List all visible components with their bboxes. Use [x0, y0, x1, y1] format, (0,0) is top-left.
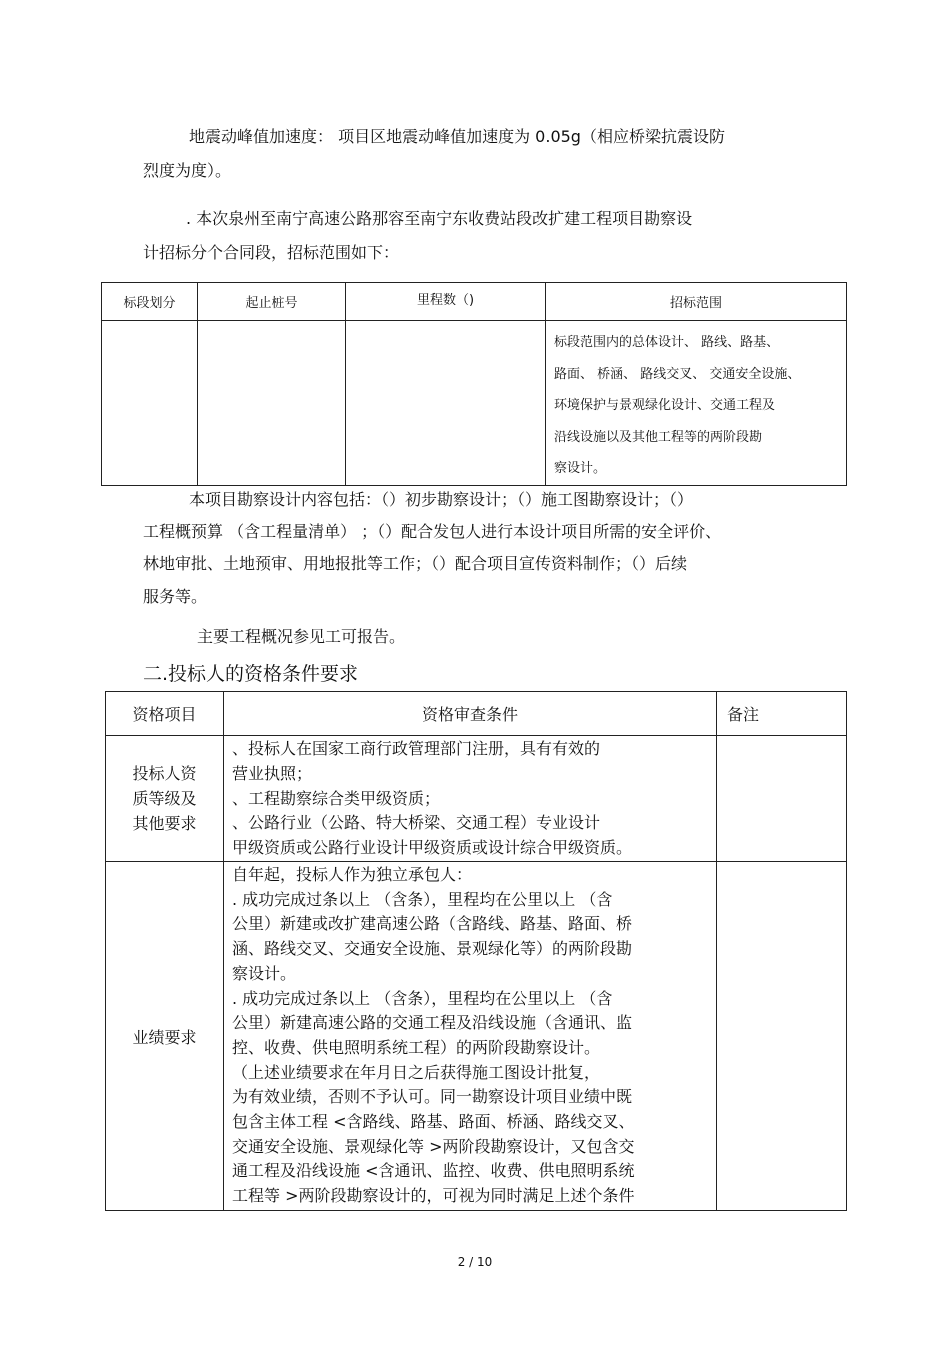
qual-item-cell: 业绩要求 [106, 862, 224, 1211]
content-line-3: 林地审批、土地预审、用地报批等工作；（）配合项目宣传资料制作；（）后续 [143, 554, 688, 573]
header-item: 资格项目 [106, 692, 224, 736]
page-number: 2 / 10 [457, 1255, 493, 1269]
cell-section [102, 321, 198, 486]
intro-line-2: 烈度为度）。 [143, 161, 232, 180]
intro-line-4: 计招标分个合同段，招标范围如下： [143, 243, 400, 262]
scope-line: 察设计。 [554, 461, 607, 476]
qual-note-cell [717, 862, 847, 1211]
qual-condition-cell [224, 862, 717, 1211]
item-line: 质等级及 [132, 789, 197, 808]
condition-line: 通工程及沿线设施 <含通讯、监控、收费、供电照明系统 [232, 1161, 635, 1181]
condition-line: 公里）新建或改扩建高速公路（含路线、路基、路面、桥 [232, 914, 633, 934]
condition-line: . 成功完成过条以上 （含条），里程均在公里以上 （含 [232, 988, 613, 1008]
cell-scope [546, 321, 847, 486]
intro-line-1: 地震动峰值加速度： 项目区地震动峰值加速度为 0.05g（相应桥梁抗震设防 [189, 127, 725, 146]
intro-line-3: . 本次泉州至南宁高速公路那容至南宁东收费站段改扩建工程项目勘察设 [186, 209, 693, 228]
scope-line: 沿线设施以及其他工程等的两阶段勘 [554, 429, 763, 445]
header-note: 备注 [717, 692, 847, 736]
condition-line: 察设计。 [232, 963, 297, 983]
qual-condition-cell [224, 736, 717, 862]
condition-line: 营业执照； [232, 763, 313, 783]
content-line-2: 工程概预算 （含工程量清单） ；（）配合发包人进行本设计项目所需的安全评价、 [143, 522, 722, 541]
condition-line: . 成功完成过条以上 （含条），里程均在公里以上 （含 [232, 889, 613, 909]
qualification-table [105, 691, 847, 1211]
scope-line: 标段范围内的总体设计、 路线、路基、 [554, 335, 780, 350]
header-condition: 资格审查条件 [224, 692, 717, 736]
item-line: 其他要求 [132, 814, 197, 833]
condition-line: 为有效业绩，否则不予认可。同一勘察设计项目业绩中既 [232, 1087, 633, 1107]
condition-line: 包含主体工程 <含路线、路基、路面、桥涵、路线交叉、 [232, 1112, 635, 1132]
condition-line: 甲级资质或公路行业设计甲级资质或设计综合甲级资质。 [232, 838, 633, 858]
qual-item-cell [106, 736, 224, 862]
condition-line: （上述业绩要求在年月日之后获得施工图设计批复， [232, 1062, 601, 1082]
condition-line: 自年起，投标人作为独立承包人： [232, 865, 473, 884]
bid-table-row [102, 321, 847, 486]
qual-table-header-row [106, 692, 847, 736]
condition-line: 控、收费、供电照明系统工程）的两阶段勘察设计。 [232, 1037, 601, 1057]
header-mileage: 里程数（) [346, 283, 546, 321]
condition-line: 、公路行业（公路、特大桥梁、交通工程）专业设计 [232, 813, 601, 833]
cell-stake [198, 321, 346, 486]
condition-line: 涵、路线交叉、交通安全设施、景观绿化等）的两阶段勘 [232, 939, 633, 959]
condition-line: 交通安全设施、景观绿化等 >两阶段勘察设计，又包含交 [232, 1136, 635, 1156]
content-line-4: 服务等。 [143, 587, 208, 606]
section-heading: 二.投标人的资格条件要求 [143, 663, 359, 685]
condition-line: 公里）新建高速公路的交通工程及沿线设施（含通讯、监 [232, 1013, 633, 1033]
header-section: 标段划分 [102, 283, 198, 321]
condition-line: 工程等 >两阶段勘察设计的，可视为同时满足上述个条件 [232, 1186, 635, 1206]
condition-line: 、工程勘察综合类甲级资质； [232, 788, 441, 808]
qual-note-cell [717, 736, 847, 862]
content-line-5: 主要工程概况参见工可报告。 [197, 627, 406, 646]
qual-row [106, 862, 847, 1211]
qual-row [106, 736, 847, 862]
item-line: 投标人资 [132, 764, 197, 783]
content-line-1: 本项目勘察设计内容包括：（）初步勘察设计；（）施工图勘察设计；（） [189, 490, 694, 509]
bid-table-header-row [102, 283, 847, 321]
scope-line: 路面、 桥涵、 路线交叉、 交通安全设施、 [554, 366, 801, 382]
cell-mileage [346, 321, 546, 486]
scope-line: 环境保护与景观绿化设计、交通工程及 [554, 398, 776, 413]
bid-section-table [101, 282, 847, 486]
header-stake: 起止桩号 [198, 283, 346, 321]
header-scope: 招标范围 [546, 283, 847, 321]
condition-line: 、投标人在国家工商行政管理部门注册，具有有效的 [232, 739, 601, 758]
